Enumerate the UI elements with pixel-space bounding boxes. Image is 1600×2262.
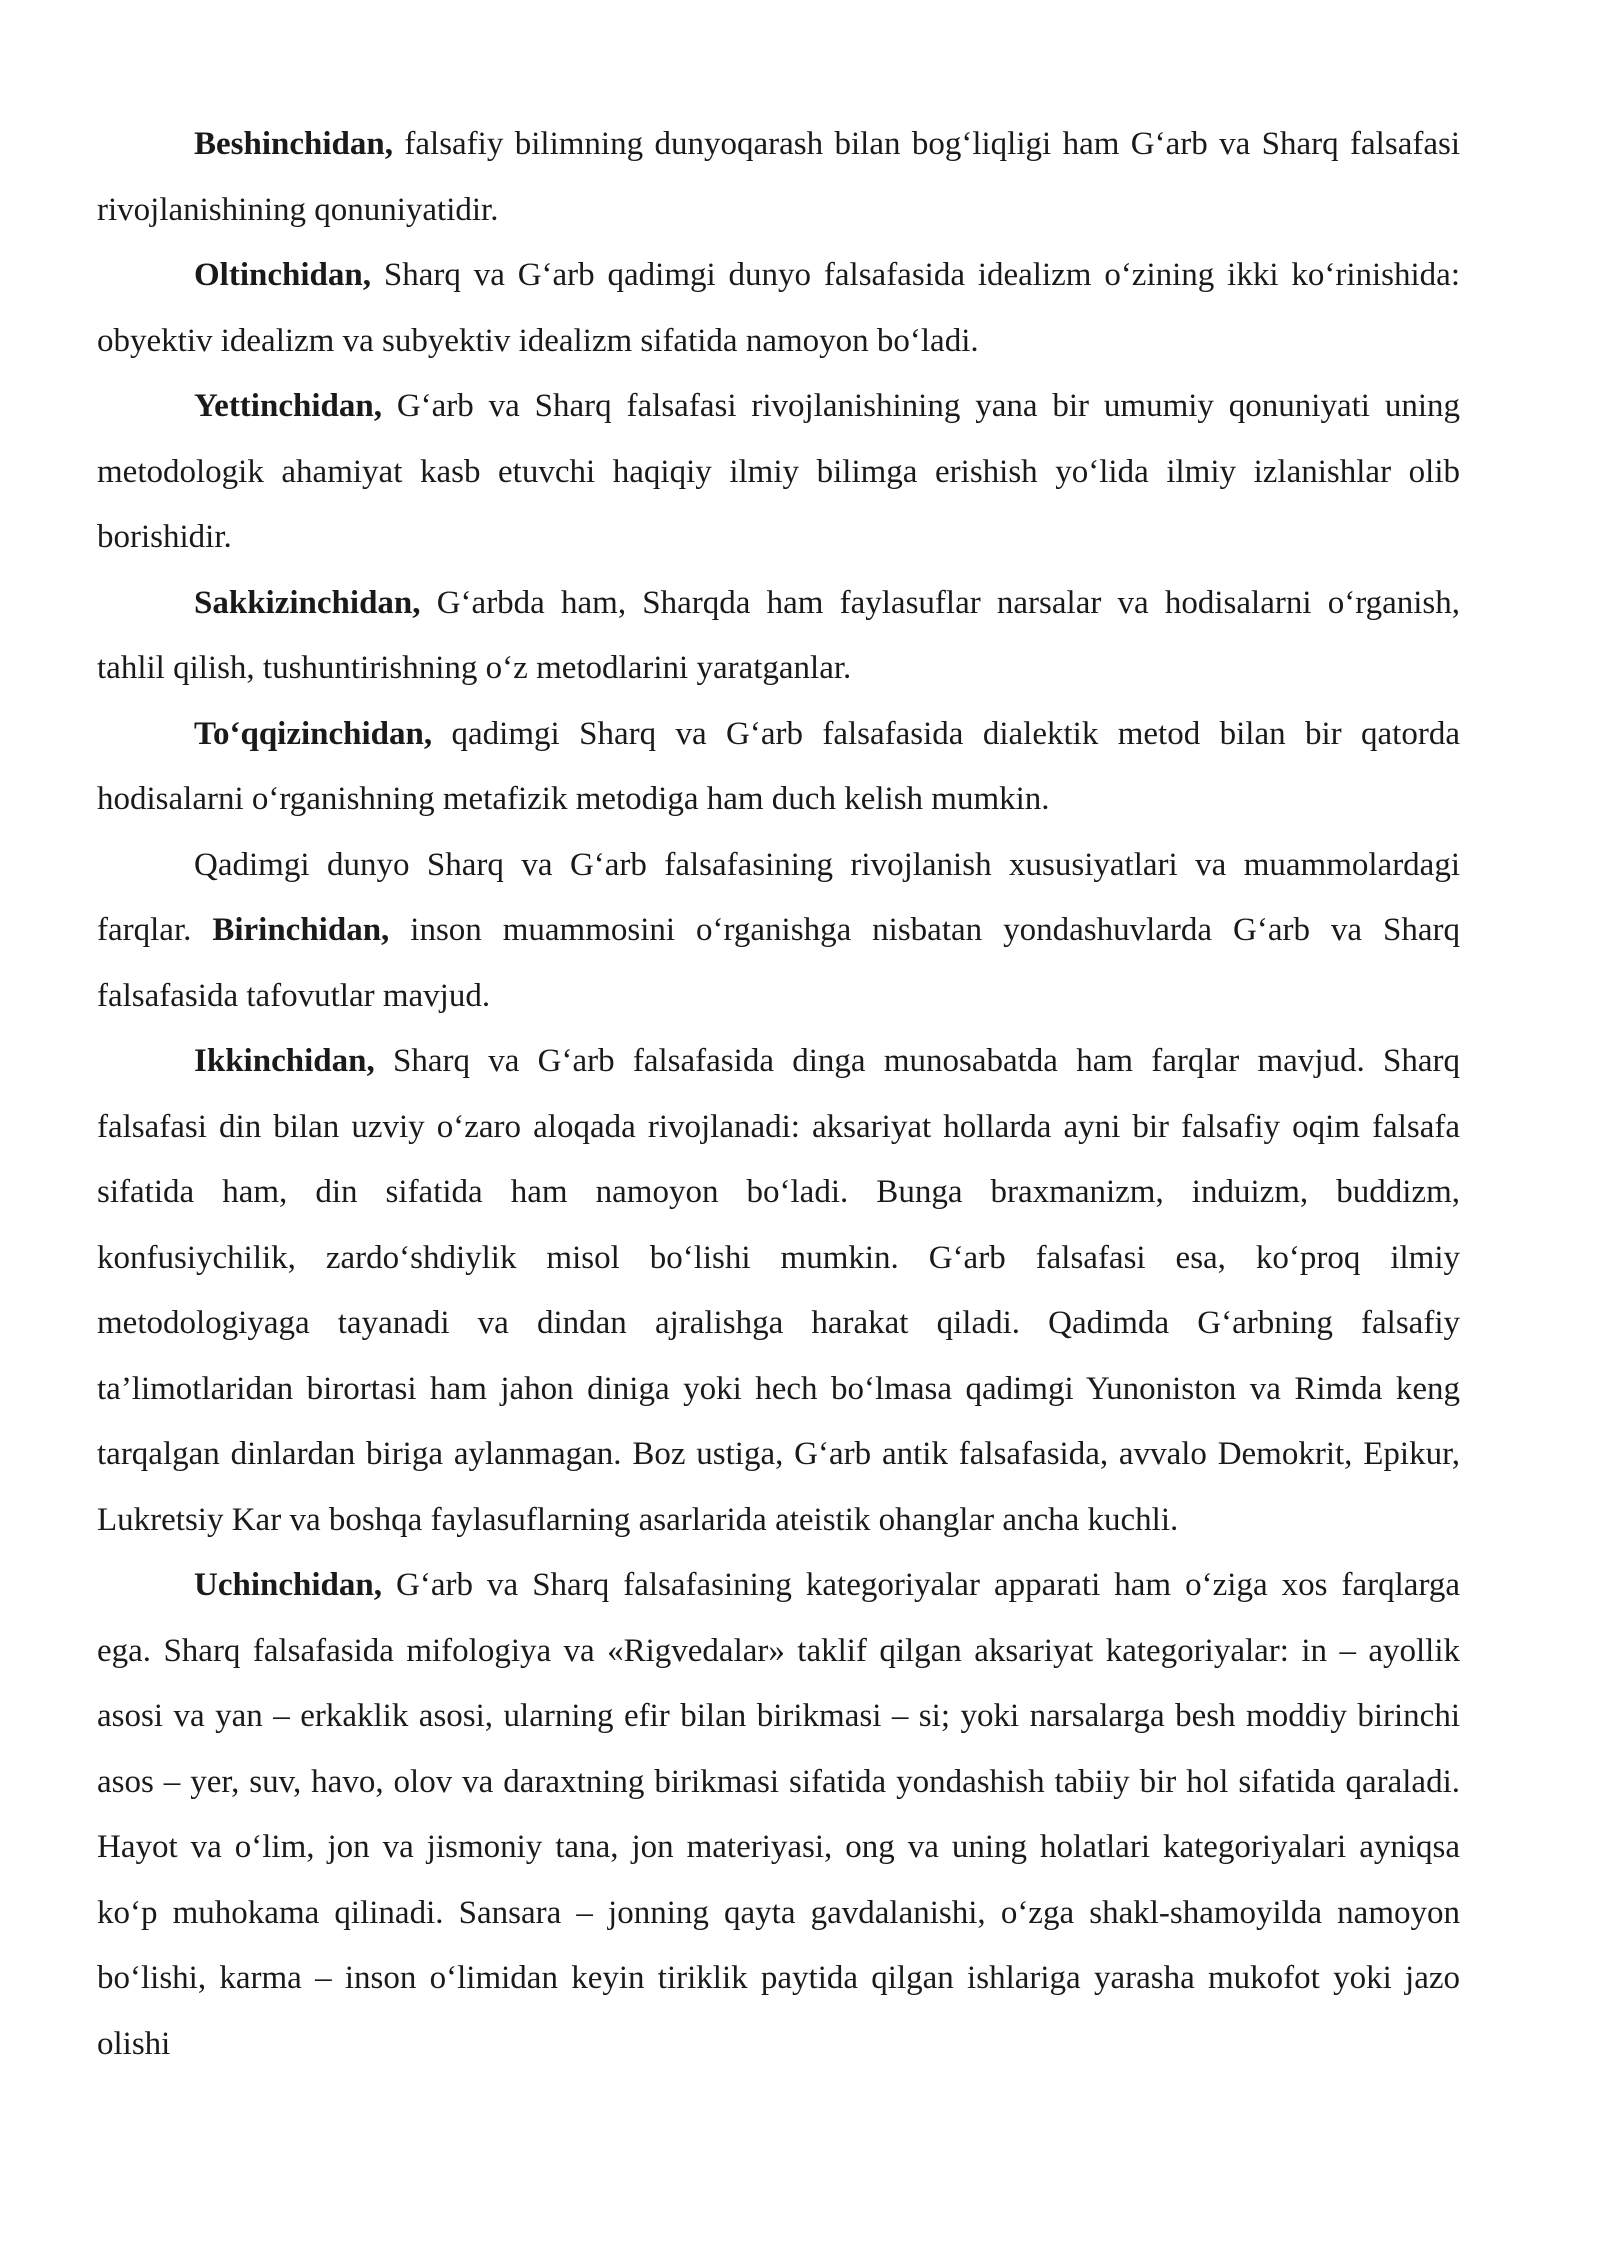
paragraph-text: inson muammosini o‘rganishga nisbatan yondashuvlarda G‘arb va Sharq falsafasida tafovutlar mavjud. [97, 912, 1461, 1014]
paragraph-lead: Uchinchidan, [194, 1567, 382, 1603]
paragraph-text: G‘arbda ham, Sharqda ham faylasuflar narsalar va hodisalarni o‘rganish, tahlil qilish, tushuntirishning o‘z metodlarini yaratganlar. [97, 584, 1460, 686]
paragraph-lead: Ikkinchidan, [194, 1043, 375, 1079]
paragraph-sakkizinchidan [97, 571, 1460, 702]
paragraph-yettinchidan [97, 374, 1460, 571]
paragraph-beshinchidan [97, 112, 1460, 243]
paragraph-oltinchidan [97, 243, 1460, 374]
paragraph-lead: Oltinchidan, [194, 257, 371, 293]
paragraph-text: falsafiy bilimning dunyoqarash bilan bog‘liqligi ham G‘arb va Sharq falsafasi rivojlanishining qonuniyatidir. [97, 126, 1460, 228]
paragraph-birinchidan [97, 833, 1460, 1030]
paragraph-toqqizinchidan [97, 702, 1460, 833]
paragraph-lead: Sakkizinchidan, [194, 584, 421, 621]
paragraph-lead: Birinchidan, [212, 912, 390, 948]
paragraph-text: G‘arb va Sharq falsafasining kategoriyalar apparati ham o‘ziga xos farqlarga ega. Sharq falsafasida mifologiya va «Rigvedalar» taklif qilgan aksariyat kategoriyalar: in – ayollik asosi va yan – erkaklik asosi, ularning efir bilan birikmasi – si; yoki narsalarga besh moddiy birinchi asos – yer, suv, havo, olov va daraxtning birikmasi sifatida yondashish tabiiy bir hol sifatida qaraladi. Hayot va o‘lim, jon va jismoniy tana, jon materiyasi, ong va uning holatlari kategoriyalari ayniqsa ko‘p muhokama qilinadi. Sansara – jonning qayta gavdalanishi, o‘zga shakl-shamoyilda namoyon bo‘lishi, karma – inson o‘limidan keyin tiriklik paytida qilgan ishlariga yarasha mukofot yoki jazo olishi [97, 1567, 1460, 2062]
paragraph-lead: Yettinchidan, [194, 388, 382, 424]
paragraph-lead: To‘qqizinchidan, [194, 715, 433, 752]
paragraph-text: qadimgi Sharq va G‘arb falsafasida dialektik metod bilan bir qatorda hodisalarni o‘rganishning metafizik metodiga ham duch kelish mumkin. [97, 715, 1460, 817]
paragraph-text: G‘arb va Sharq falsafasi rivojlanishining yana bir umumiy qonuniyati uning metodologik ahamiyat kasb etuvchi haqiqiy ilmiy bilimga erishish yo‘lida ilmiy izlanishlar olib borishidir. [97, 388, 1460, 555]
paragraph-intro: Qadimgi dunyo Sharq va G‘arb falsafasining rivojlanish xususiyatlari va muammolardagi farqlar. [97, 846, 1460, 948]
paragraph-text: Sharq va G‘arb falsafasida dinga munosabatda ham farqlar mavjud. Sharq falsafasi din bilan uzviy o‘zaro aloqada rivojlanadi: aksariyat hollarda ayni bir falsafiy oqim falsafa sifatida ham, din sifatida ham namoyon bo‘ladi. Bunga braxmanizm, induizm, buddizm, konfusiychilik, zardo‘shdiylik misol bo‘lishi mumkin. G‘arb falsafasi esa, ko‘proq ilmiy metodologiyaga tayanadi va dindan ajralishga harakat qiladi. Qadimda G‘arbning falsafiy ta’limotlaridan birortasi ham jahon diniga yoki hech bo‘lmasa qadimgi Yunoniston va Rimda keng tarqalgan dinlardan biriga aylanmagan. Boz ustiga, G‘arb antik falsafasida, avvalo Demokrit, Epikur, Lukretsiy Kar va boshqa faylasuflarning asarlarida ateistik ohanglar ancha kuchli. [97, 1043, 1460, 1538]
paragraph-lead: Beshinchidan, [194, 126, 393, 162]
paragraph-uchinchidan [97, 1553, 1460, 2077]
paragraph-ikkinchidan [97, 1029, 1460, 1553]
paragraph-text: Sharq va G‘arb qadimgi dunyo falsafasida idealizm o‘zining ikki ko‘rinishida: obyektiv idealizm va subyektiv idealizm sifatida namoyon bo‘ladi. [97, 257, 1460, 359]
